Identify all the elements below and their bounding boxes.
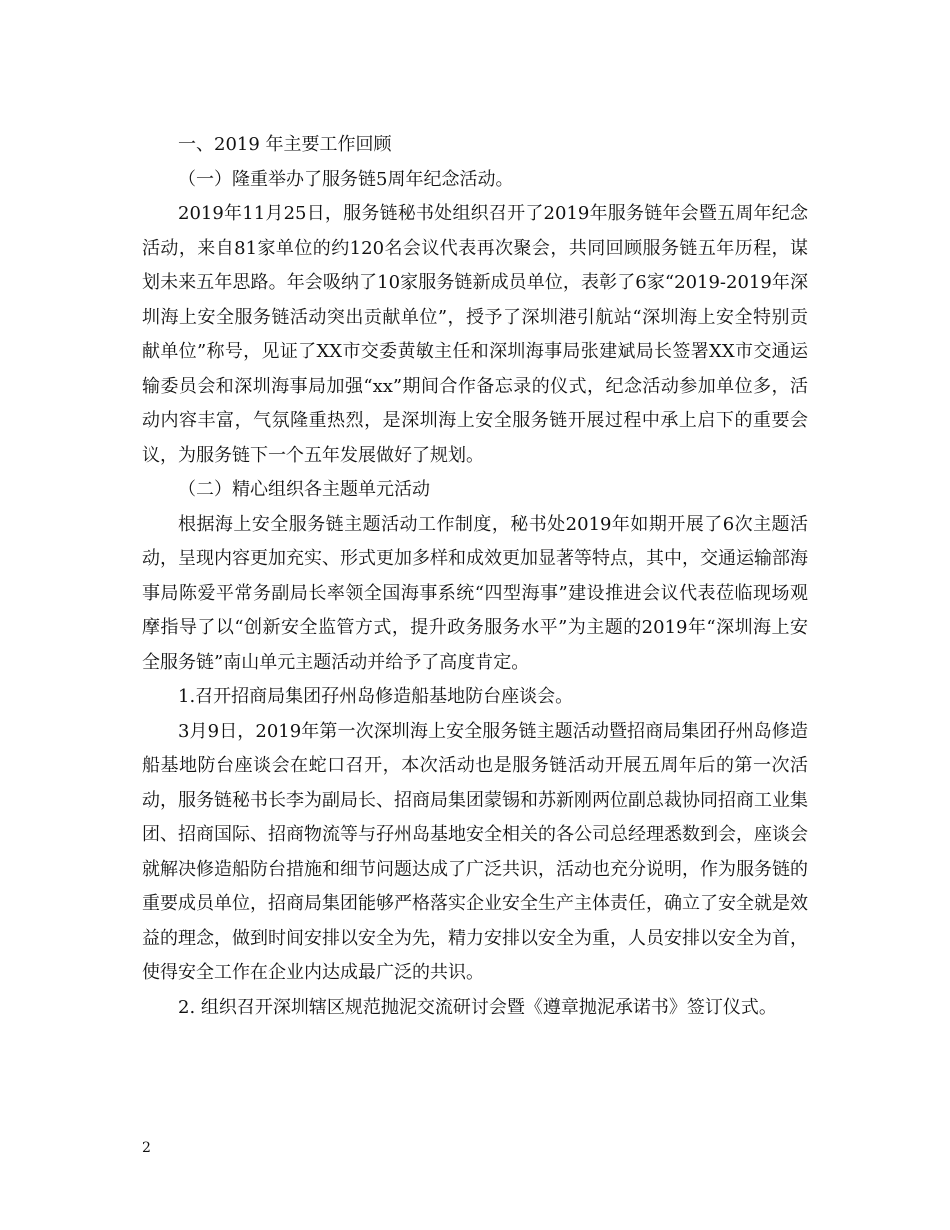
subsection-heading: （一）隆重举办了服务链5周年纪念活动。 xyxy=(178,168,514,190)
list-item-heading: 2. 组织召开深圳辖区规范抛泥交流研讨会暨《遵章抛泥承诺书》签订仪式。 xyxy=(178,996,777,1018)
section-heading: 一、2019 年主要工作回顾 xyxy=(178,134,392,155)
document-body xyxy=(142,128,808,1025)
page-number: 2 xyxy=(142,1140,151,1156)
body-paragraph: 根据海上安全服务链主题活动工作制度，秘书处2019年如期开展了6次主题活动，呈现内容更加充实、形式更加多样和成效更加显著等特点，其中，交通运输部海事局陈爱平常务副局长率领全国海事系统“四型海事”建设推进会议代表莅临现场观摩指导了以“创新安全监管方式，提升政务服务水平”为主题的2019年“深圳海上安全服务链”南山单元主题活动并给予了高度肯定。 xyxy=(142,513,808,673)
list-item-heading: 1.召开招商局集团孖州岛修造船基地防台座谈会。 xyxy=(178,686,574,707)
body-paragraph: 3月9日，2019年第一次深圳海上安全服务链主题活动暨招商局集团孖州岛修造船基地防台座谈会在蛇口召开，本次活动也是服务链活动开展五周年后的第一次活动，服务链秘书长李为副局长、招商局集团蒙锡和苏新刚两位副总裁协同招商工业集团、招商国际、招商物流等与孖州岛基地安全相关的各公司总经理悉数到会，座谈会就解决修造船防台措施和细节问题达成了广泛共识，活动也充分说明，作为服务链的重要成员单位，招商局集团能够严格落实企业安全生产主体责任，确立了安全就是效益的理念，做到时间安排以安全为先，精力安排以安全为重，人员安排以安全为首，使得安全工作在企业内达成最广泛的共识。 xyxy=(142,720,808,983)
body-paragraph: 2019年11月25日，服务链秘书处组织召开了2019年服务链年会暨五周年纪念活动，来自81家单位的约120名会议代表再次聚会，共同回顾服务链五年历程，谋划未来五年思路。年会吸纳了10家服务链新成员单位，表彰了6家“2019-2019年深圳海上安全服务链活动突出贡献单位”，授予了深圳港引航站“深圳海上安全特别贡献单位”称号，见证了XX市交委黄敏主任和深圳海事局张建斌局长签署XX市交通运输委员会和深圳海事局加强“xx”期间合作备忘录的仪式，纪念活动参加单位多，活动内容丰富，气氛隆重热烈，是深圳海上安全服务链开展过程中承上启下的重要会议，为服务链下一个五年发展做好了规划。 xyxy=(142,203,808,466)
subsection-heading: （二）精心组织各主题单元活动 xyxy=(178,479,430,500)
